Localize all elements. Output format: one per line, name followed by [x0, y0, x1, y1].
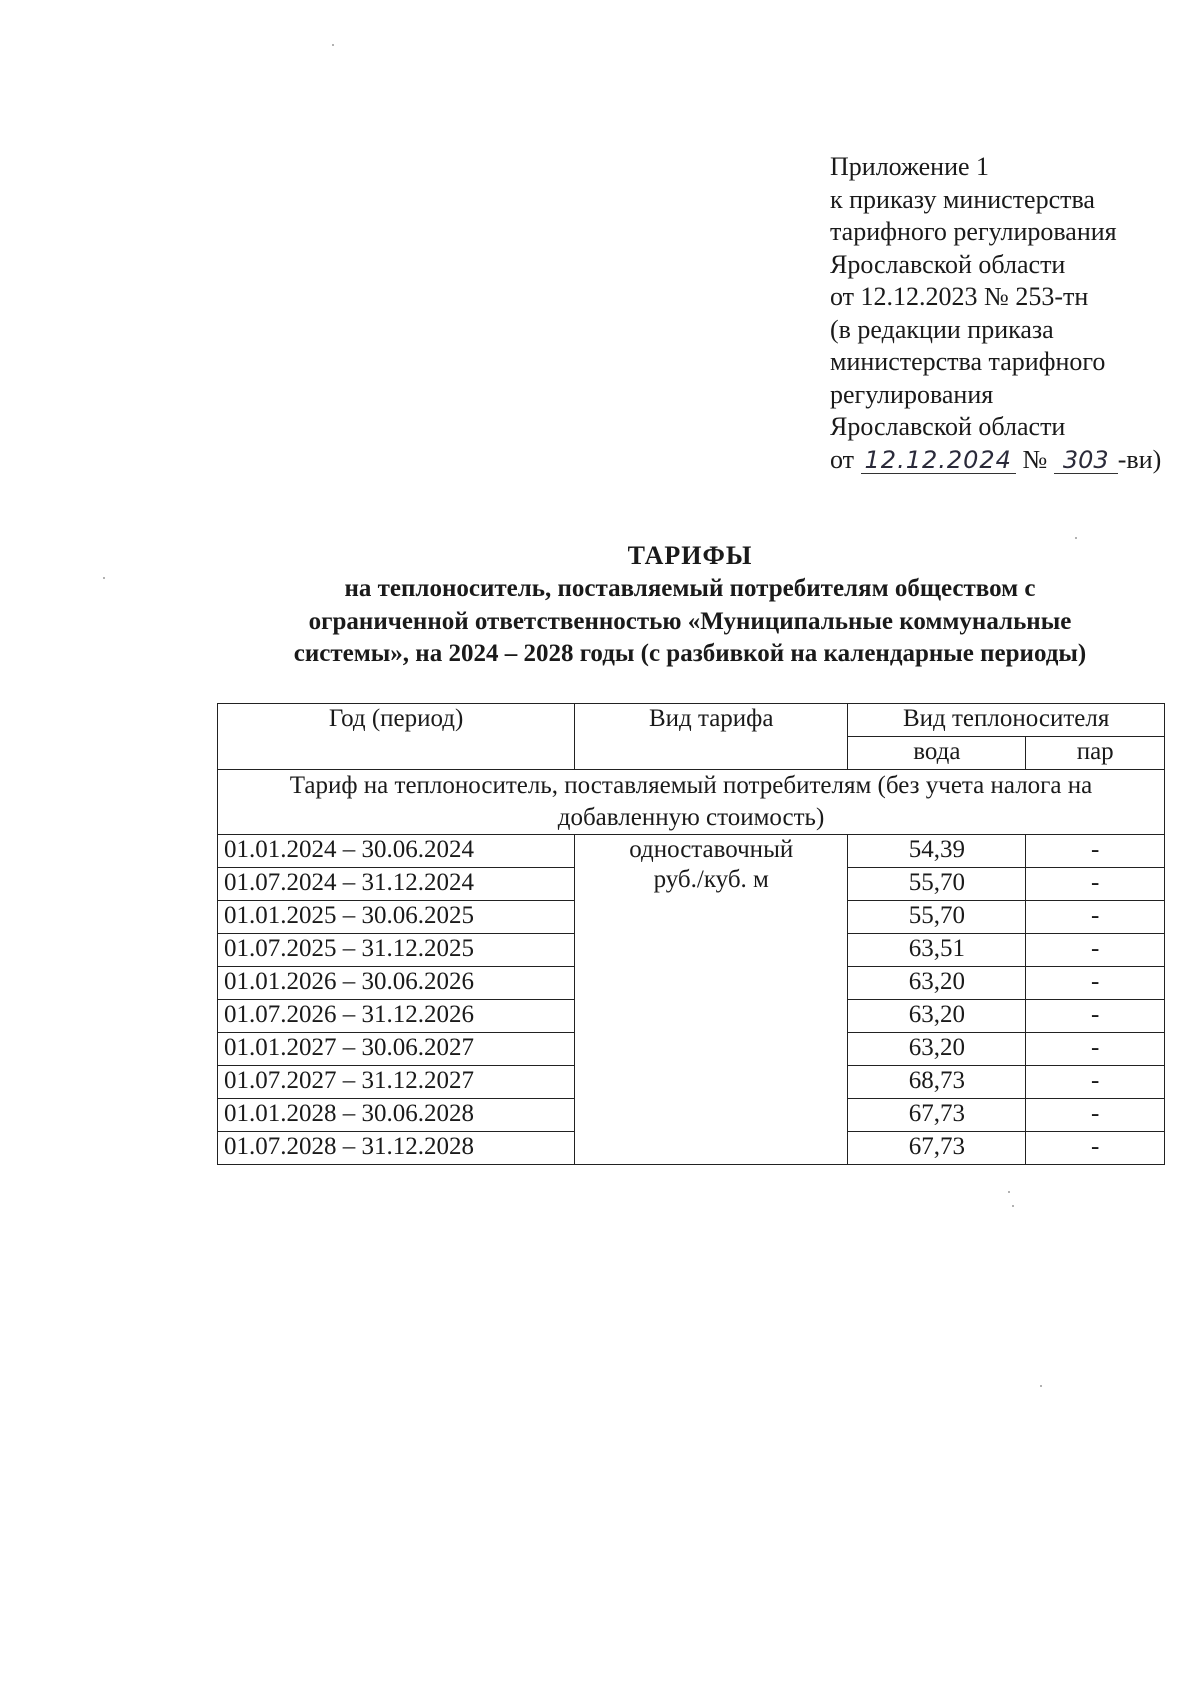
amendment-prefix: от	[830, 444, 855, 474]
period-cell: 01.07.2024 – 31.12.2024	[218, 868, 575, 901]
period-cell: 01.01.2027 – 30.06.2027	[218, 1033, 575, 1066]
title-line: системы», на 2024 – 2028 годы (с разбивкой на календарные периоды)	[293, 640, 1087, 667]
scan-speck	[1012, 1205, 1014, 1207]
steam-tariff-cell: -	[1026, 1066, 1165, 1099]
number-sign: №	[1022, 444, 1048, 474]
water-tariff-cell: 55,70	[848, 901, 1026, 934]
period-cell: 01.07.2028 – 31.12.2028	[218, 1132, 575, 1165]
title-line: ограниченной ответственностью «Муниципальные коммунальные	[308, 607, 1072, 635]
table-row	[218, 835, 1165, 868]
steam-tariff-cell: -	[1026, 901, 1165, 934]
tariff-table	[217, 703, 1165, 1165]
water-tariff-cell: 63,51	[848, 934, 1026, 967]
steam-tariff-cell: -	[1026, 868, 1165, 901]
table-header-row	[218, 704, 1165, 737]
steam-tariff-cell: -	[1026, 1132, 1165, 1165]
title-main: ТАРИФЫ	[627, 541, 753, 570]
appendix-block	[830, 151, 1180, 476]
water-tariff-cell: 67,73	[848, 1099, 1026, 1132]
table-section-row	[218, 770, 1165, 835]
water-tariff-cell: 67,73	[848, 1132, 1026, 1165]
handwritten-date: 12.12.2024	[861, 447, 1016, 474]
scan-speck	[103, 577, 105, 579]
header-carrier: Вид теплоносителя	[848, 704, 1165, 737]
water-tariff-cell: 63,20	[848, 967, 1026, 1000]
header-tariff-type: Вид тарифа	[575, 704, 848, 737]
tariff-type-cell	[575, 835, 848, 1165]
appendix-line: от 12.12.2023 № 253-тн	[830, 282, 1089, 311]
period-cell: 01.01.2025 – 30.06.2025	[218, 901, 575, 934]
appendix-line: тарифного регулирования	[830, 217, 1117, 246]
header-water: вода	[848, 737, 1026, 770]
appendix-line: Ярославской области	[830, 412, 1066, 441]
water-tariff-cell: 63,20	[848, 1033, 1026, 1066]
appendix-line: (в редакции приказа	[830, 314, 1054, 344]
steam-tariff-cell: -	[1026, 1000, 1165, 1033]
header-steam: пар	[1026, 737, 1165, 770]
steam-tariff-cell: -	[1026, 934, 1165, 967]
document-title	[215, 539, 1165, 671]
appendix-line: регулирования	[830, 379, 994, 409]
amendment-line	[830, 444, 1180, 477]
water-tariff-cell: 63,20	[848, 1000, 1026, 1033]
water-tariff-cell: 55,70	[848, 868, 1026, 901]
header-period: Год (период)	[218, 704, 575, 737]
header-period-cont	[218, 737, 575, 770]
steam-tariff-cell: -	[1026, 1099, 1165, 1132]
handwritten-number: 303	[1054, 447, 1118, 474]
appendix-line: к приказу министерства	[830, 184, 1095, 214]
header-tariff-type-cont	[575, 737, 848, 770]
steam-tariff-cell: -	[1026, 967, 1165, 1000]
scan-speck	[1008, 1191, 1010, 1193]
period-cell: 01.07.2026 – 31.12.2026	[218, 1000, 575, 1033]
scan-speck	[332, 44, 334, 46]
period-cell: 01.01.2028 – 30.06.2028	[218, 1099, 575, 1132]
scan-speck	[1040, 1385, 1042, 1387]
steam-tariff-cell: -	[1026, 835, 1165, 868]
title-line: на теплоноситель, поставляемый потребителям обществом с	[344, 575, 1036, 602]
tariff-type-line: руб./куб. м	[653, 866, 769, 893]
period-cell: 01.01.2026 – 30.06.2026	[218, 967, 575, 1000]
water-tariff-cell: 68,73	[848, 1066, 1026, 1099]
period-cell: 01.07.2027 – 31.12.2027	[218, 1066, 575, 1099]
period-cell: 01.01.2024 – 30.06.2024	[218, 835, 575, 868]
appendix-line: Ярославской области	[830, 249, 1066, 279]
table-subheader-row	[218, 737, 1165, 770]
title-subtitle	[215, 573, 1165, 671]
section-label: Тариф на теплоноситель, поставляемый потребителям (без учета налога на добавленную стоимость)	[218, 770, 1165, 835]
steam-tariff-cell: -	[1026, 1033, 1165, 1066]
appendix-line: министерства тарифного	[830, 347, 1106, 376]
appendix-line: Приложение 1	[830, 152, 990, 181]
period-cell: 01.07.2025 – 31.12.2025	[218, 934, 575, 967]
water-tariff-cell: 54,39	[848, 835, 1026, 868]
amendment-suffix: -ви)	[1117, 444, 1162, 474]
tariff-type-line: одноставочный	[629, 836, 794, 863]
table-body	[218, 835, 1165, 1165]
